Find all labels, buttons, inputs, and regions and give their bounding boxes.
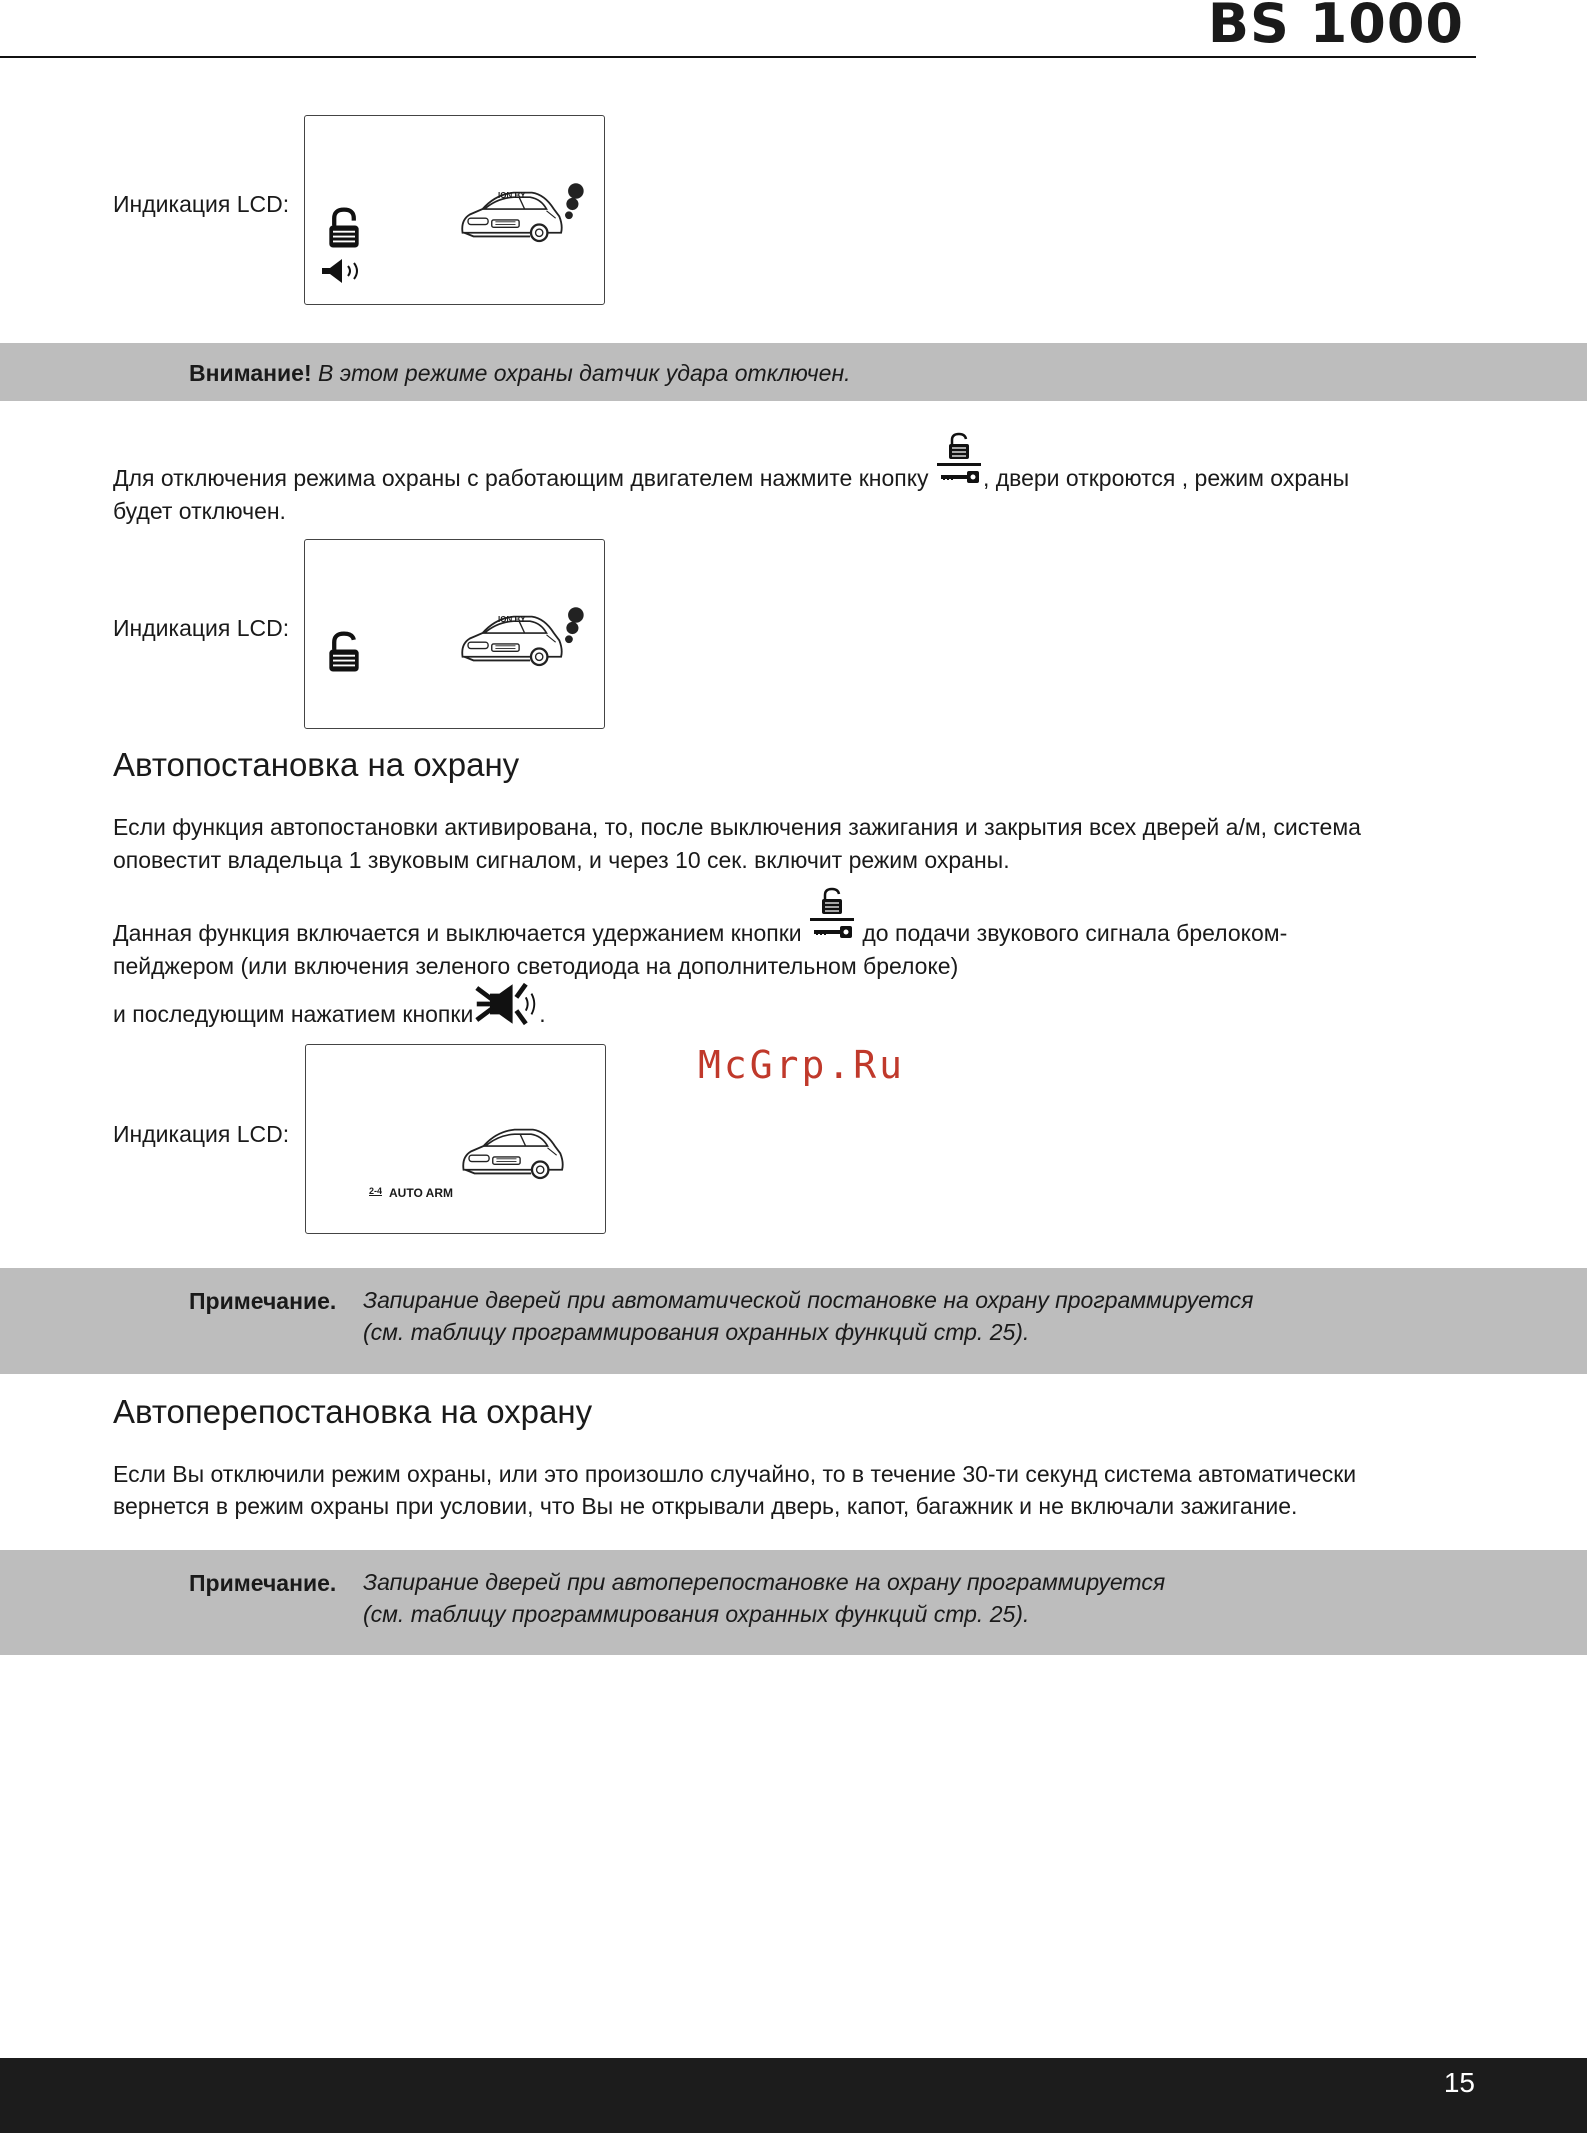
autoarm-p2 bbox=[113, 917, 1287, 949]
rearm-line1: Если Вы отключили режим охраны, или это произошло случайно, то в течение 30-ти секунд система автоматически bbox=[113, 1461, 1357, 1487]
note-line2: (см. таблицу программирования охранных функций стр. 25). bbox=[363, 1601, 1030, 1627]
lcd-label: Индикация LCD: bbox=[113, 1121, 290, 1147]
car-icon bbox=[455, 602, 565, 675]
lcd-display bbox=[304, 115, 605, 305]
exhaust-icon bbox=[562, 606, 588, 650]
page-number: 15 bbox=[1443, 2067, 1475, 2098]
attention-label: Внимание! bbox=[189, 360, 312, 386]
attention-band bbox=[0, 343, 1587, 401]
attention-text: В этом режиме охраны датчик удара отключен. bbox=[318, 360, 851, 386]
rearm-line2: вернется в режим охраны при условии, что Вы не открывали дверь, капот, багажник и не включали зажигание. bbox=[113, 1493, 1298, 1519]
autoarm-p3-end: . bbox=[539, 1001, 546, 1027]
disarm-text-1: Для отключения режима охраны с работающим двигателем нажмите кнопку bbox=[113, 465, 929, 491]
horn-button-icon bbox=[473, 980, 539, 1028]
disarm-text-2: , двери откроются , режим охраны bbox=[982, 465, 1350, 491]
header-rule bbox=[0, 56, 1476, 58]
note-line1: Запирание дверей при автоматической постановке на охрану программируется bbox=[363, 1287, 1254, 1313]
car-plate: ION BY bbox=[498, 191, 526, 200]
autoarm-p1-line1: Если функция автопостановки активирована, то, после выключения зажигания и закрытия всех дверей а/м, система bbox=[113, 814, 1361, 840]
auto-arm-prefix: 2-4 bbox=[369, 1186, 383, 1196]
model-title: BS 1000 bbox=[1207, 0, 1464, 55]
autoarm-heading: Автопостановка на охрану bbox=[113, 746, 520, 783]
car-plate: ION BY bbox=[498, 615, 526, 624]
note-label: Примечание. bbox=[189, 1570, 337, 1596]
lcd-display bbox=[304, 539, 605, 729]
lock-open-icon bbox=[325, 630, 363, 674]
note-band bbox=[0, 1268, 1587, 1374]
autoarm-p2-text-2: до подачи звукового сигнала брелоком- bbox=[862, 920, 1288, 946]
disarm-text-3: будет отключен. bbox=[113, 498, 286, 524]
unlock-key-button-icon bbox=[935, 431, 983, 489]
lcd-display bbox=[305, 1044, 606, 1234]
exhaust-icon bbox=[562, 182, 588, 226]
lcd-label: Индикация LCD: bbox=[113, 615, 290, 641]
car-icon bbox=[456, 1115, 566, 1188]
watermark: McGrp.Ru bbox=[698, 1043, 906, 1087]
note-line2: (см. таблицу программирования охранных функций стр. 25). bbox=[363, 1319, 1030, 1345]
disarm-paragraph bbox=[113, 462, 1349, 494]
autoarm-p3-text: и последующим нажатием кнопки bbox=[113, 1001, 474, 1027]
note-band bbox=[0, 1550, 1587, 1655]
rearm-heading: Автоперепостановка на охрану bbox=[113, 1393, 593, 1430]
car-icon bbox=[455, 178, 565, 251]
autoarm-p1-line2: оповестит владельца 1 звуковым сигналом, и через 10 сек. включит режим охраны. bbox=[113, 847, 1010, 873]
autoarm-p2-line2: пейджером (или включения зеленого светодиода на дополнительном брелоке) bbox=[113, 953, 959, 979]
footer-bar bbox=[0, 2058, 1587, 2133]
autoarm-p2-text-1: Данная функция включается и выключается удержанием кнопки bbox=[113, 920, 802, 946]
note-line1: Запирание дверей при автоперепостановке на охрану программируется bbox=[363, 1569, 1166, 1595]
lcd-label: Индикация LCD: bbox=[113, 191, 290, 217]
horn-icon bbox=[320, 256, 368, 286]
autoarm-p3 bbox=[113, 998, 546, 1030]
auto-arm-indicator: AUTO ARM bbox=[389, 1186, 453, 1200]
unlock-key-button-icon bbox=[808, 886, 856, 944]
note-label: Примечание. bbox=[189, 1288, 337, 1314]
lock-closed-icon bbox=[325, 206, 363, 250]
